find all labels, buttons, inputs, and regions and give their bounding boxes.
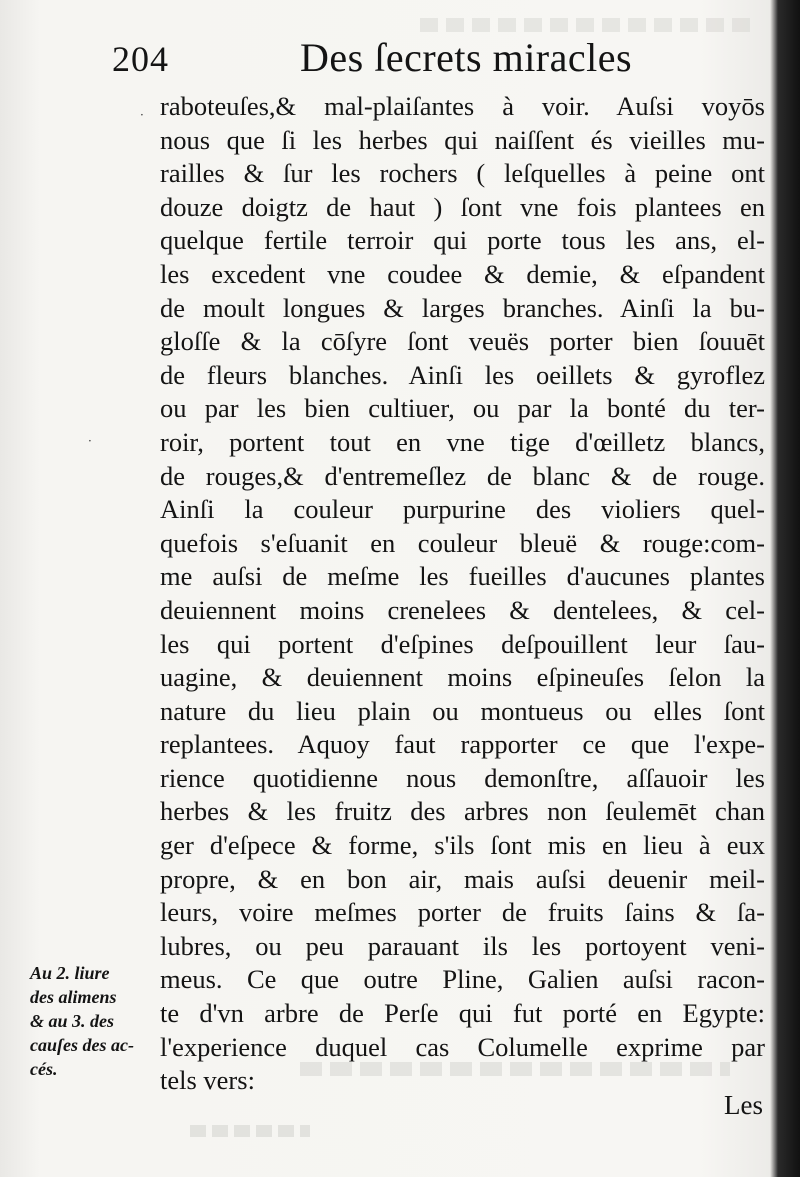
text-line: de moult longues & larges branches. Ainſi la bu- bbox=[160, 292, 765, 323]
margin-note-line: cauſes des ac- bbox=[30, 1035, 134, 1055]
margin-note-line: & au 3. des bbox=[30, 1011, 115, 1031]
text-line: quefois s'eſuanit en couleur bleuë & rouge:com- bbox=[160, 527, 765, 558]
margin-note-line: cés. bbox=[30, 1059, 58, 1079]
text-line: rience quotidienne nous demonſtre, aſſauoir les bbox=[160, 762, 765, 793]
text-line: lubres, ou peu parauant ils les portoyent veni- bbox=[160, 930, 765, 961]
page-header bbox=[112, 28, 672, 80]
show-through-mark bbox=[190, 1125, 310, 1137]
text-line: ou par les bien cultiuer, ou par la bonté du ter- bbox=[160, 393, 765, 424]
margin-note-line: Au 2. liure bbox=[30, 963, 110, 983]
text-line: meus. Ce que outre Pline, Galien auſsi racon- bbox=[160, 964, 765, 995]
text-line: leurs, voire meſmes porter de fruits ſains & ſa- bbox=[160, 897, 765, 928]
text-line: gloſſe & la cōſyre ſont veuës porter bien ſouuēt bbox=[160, 326, 765, 357]
text-line: de fleurs blanches. Ainſi les oeillets & gyroflez bbox=[160, 359, 765, 390]
text-line: me auſsi de meſme les fueilles d'aucunes plantes bbox=[160, 561, 765, 592]
text-line: Ainſi la couleur purpurine des violiers quel- bbox=[160, 494, 765, 525]
text-line: propre, & en bon air, mais auſsi deuenir meil- bbox=[160, 863, 765, 894]
text-line-last: tels vers: bbox=[160, 1065, 255, 1096]
text-line: les qui portent d'eſpines deſpouillent leur ſau- bbox=[160, 628, 765, 659]
text-line: l'experience duquel cas Columelle exprime par bbox=[160, 1031, 765, 1062]
text-line: raboteuſes,& mal-plaiſantes à voir. Auſsi voyōs bbox=[160, 91, 765, 121]
margin-note bbox=[30, 961, 168, 1081]
text-line: railles & ſur les rochers ( leſquelles à peine ont bbox=[160, 158, 765, 189]
text-line: deuiennent moins crenelees & dentelees, & cel- bbox=[160, 594, 765, 625]
margin-mark: · bbox=[88, 434, 92, 448]
text-line: nous que ſi les herbes qui naiſſent és vieilles mu- bbox=[160, 124, 765, 155]
body-text bbox=[160, 90, 765, 1098]
text-line: quelque fertile terroir qui porte tous les ans, el- bbox=[160, 225, 765, 256]
text-line: nature du lieu plain ou montueus ou elles ſont bbox=[160, 695, 765, 726]
text-line: te d'vn arbre de Perſe qui fut porté en Egypte: bbox=[160, 998, 765, 1029]
text-line: herbes & les fruitz des arbres non ſeulemēt chan bbox=[160, 796, 765, 827]
margin-note-line: des alimens bbox=[30, 987, 117, 1007]
margin-mark: · bbox=[140, 108, 144, 122]
text-line: roir, portent tout en vne tige d'œilletz blancs, bbox=[160, 426, 765, 457]
running-title: Des ſecrets miracles bbox=[300, 35, 633, 80]
text-line: ger d'eſpece & forme, s'ils ſont mis en lieu à eux bbox=[160, 830, 765, 861]
catchword: Les bbox=[724, 1090, 763, 1120]
text-line: douze doigtz de haut ) ſont vne fois plantees en bbox=[160, 191, 765, 222]
text-line: les excedent vne coudee & demie, & eſpandent bbox=[160, 258, 765, 289]
text-line: de rouges,& d'entremeſlez de blanc & de rouge. bbox=[160, 460, 765, 491]
text-line: uagine, & deuiennent moins eſpineuſes ſelon la bbox=[160, 662, 765, 693]
text-line: replantees. Aquoy faut rapporter ce que l'expe- bbox=[160, 729, 765, 760]
page-number: 204 bbox=[112, 39, 169, 79]
